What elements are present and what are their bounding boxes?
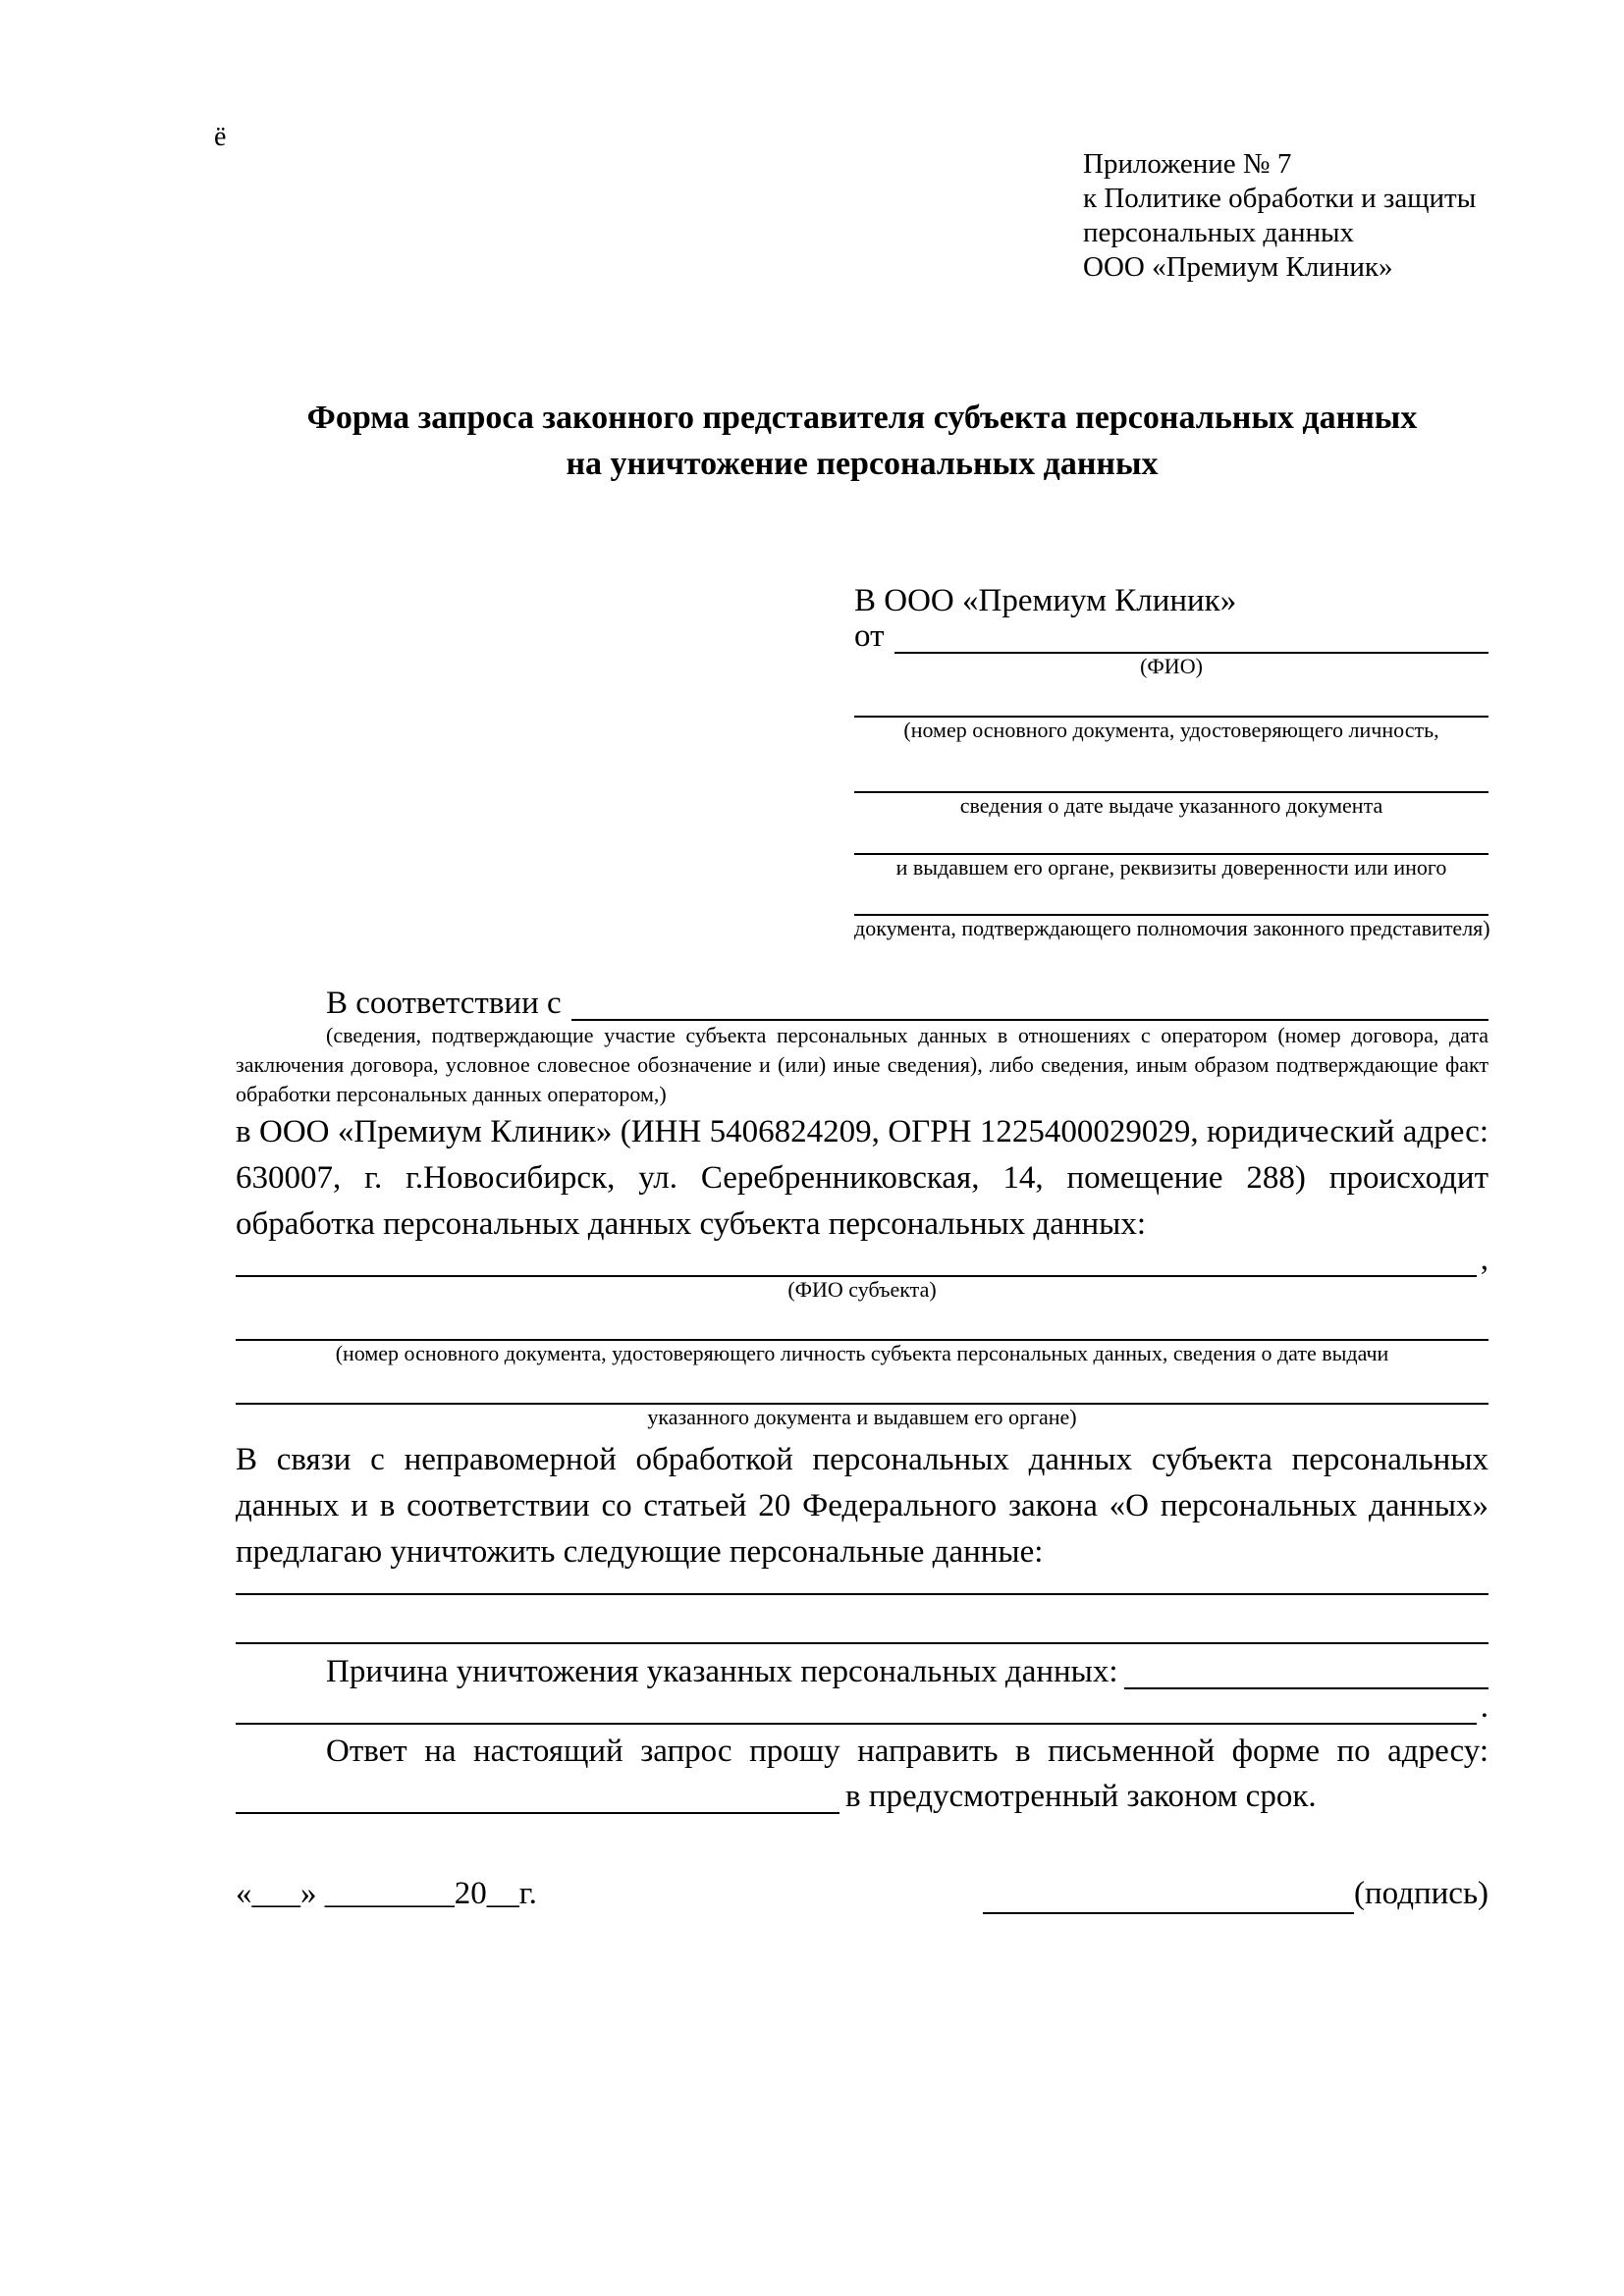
appendix-note-line-4: ООО «Премиум Клиник» [1083, 251, 1393, 283]
data-blank-line-2 [236, 1595, 1489, 1644]
appendix-note-line-3: персональных данных [1083, 217, 1355, 248]
data-blank-line-1 [236, 1575, 1489, 1595]
accordance-label: В соответствии с [326, 985, 562, 1021]
answer-tail-row [236, 1775, 1489, 1814]
signature-line [983, 1885, 1354, 1914]
document-title-line-2: на уничтожение персональных данных [566, 446, 1159, 482]
fio-blank-line [894, 620, 1489, 654]
signature-caption: (подпись) [1354, 1876, 1489, 1911]
doc-blank-line-1 [854, 678, 1489, 718]
date-line: «___» ________20__г. [236, 1876, 537, 1911]
signature-block [983, 1875, 1489, 1914]
reason-row [236, 1650, 1489, 1689]
doc-caption-3: и выдавшем его органе, реквизиты доверенности или иного [895, 855, 1447, 880]
appendix-note [1083, 147, 1489, 285]
doc-caption-4: документа, подтверждающего полномочия законного представителя) [854, 916, 1490, 940]
period-mark: . [1480, 1688, 1489, 1725]
from-row [854, 617, 1489, 654]
addressee-organization: В ООО «Премиум Клиник» [854, 583, 1237, 618]
doc-caption-2: сведения о дате выдаче указанного документа [959, 793, 1383, 818]
subject-doc-blank-line-2 [236, 1365, 1489, 1405]
destruction-paragraph: В связи с неправомерной обработкой персональных данных субъекта персональных данных и в соответствии со статьей 20 Федерального закона «О персональных данных» предлагаю уничтожить следующие персональные данные: [236, 1442, 1489, 1570]
fio-caption: (ФИО) [1140, 654, 1203, 678]
appendix-note-line-2: к Политике обработки и защиты [1083, 183, 1477, 214]
subject-doc-blank-line-1 [236, 1302, 1489, 1341]
reason-blank-line-2 [236, 1689, 1477, 1725]
subject-doc-caption-1: (номер основного документа, удостоверяющего личность субъекта персональных данных, сведения о дате выдачи [335, 1341, 1389, 1365]
subject-doc-caption-2: указанного документа и выдавшем его органе) [647, 1405, 1077, 1429]
reason-continuation-row [236, 1689, 1489, 1725]
reason-label: Причина уничтожения указанных персональных данных: [326, 1653, 1118, 1689]
operator-paragraph: в ООО «Премиум Клиник» (ИНН 5406824209, ОГРН 1225400029029, юридический адрес: 630007, г. г.Новосибирск, ул. Серебренниковская, 14, помещение 288) происходит обработка персональных данных субъекта персональных данных: [236, 1114, 1489, 1242]
document-title-line-1: Форма запроса законного представителя субъекта персональных данных [306, 400, 1418, 436]
reason-blank-line-1 [1124, 1650, 1489, 1689]
subject-fio-caption: (ФИО субъекта) [787, 1277, 937, 1302]
doc-blank-line-4 [854, 880, 1489, 916]
doc-caption-1: (номер основного документа, удостоверяющего личность, [903, 718, 1439, 742]
doc-blank-line-3 [854, 818, 1489, 855]
from-label: от [854, 617, 885, 654]
footer-row [236, 1875, 1489, 1914]
answer-paragraph: Ответ на настоящий запрос прошу направить в письменной форме по адресу: [326, 1734, 1489, 1769]
document-content [236, 0, 1489, 1914]
stray-character: ё [214, 122, 227, 152]
subject-fio-blank-line [236, 1248, 1477, 1277]
accordance-blank-line [571, 986, 1489, 1021]
document-title [236, 395, 1489, 487]
appendix-note-line-1: Приложение № 7 [1083, 148, 1292, 180]
accordance-footnote: (сведения, подтверждающие участие субъекта персональных данных в отношениях с оператором (номер договора, дата заключения договора, условное словесное обозначение и (или) иные сведения), либо сведения, иным образом подтверждающие факт обработки персональных данных оператором,) [236, 1023, 1489, 1106]
addressee-block [854, 581, 1489, 940]
address-blank-line [236, 1775, 839, 1814]
accordance-row [236, 986, 1489, 1021]
comma-mark: , [1480, 1241, 1489, 1277]
doc-blank-line-2 [854, 742, 1489, 793]
answer-tail: в предусмотренный законом срок. [845, 1778, 1317, 1814]
subject-fio-row [236, 1241, 1489, 1277]
